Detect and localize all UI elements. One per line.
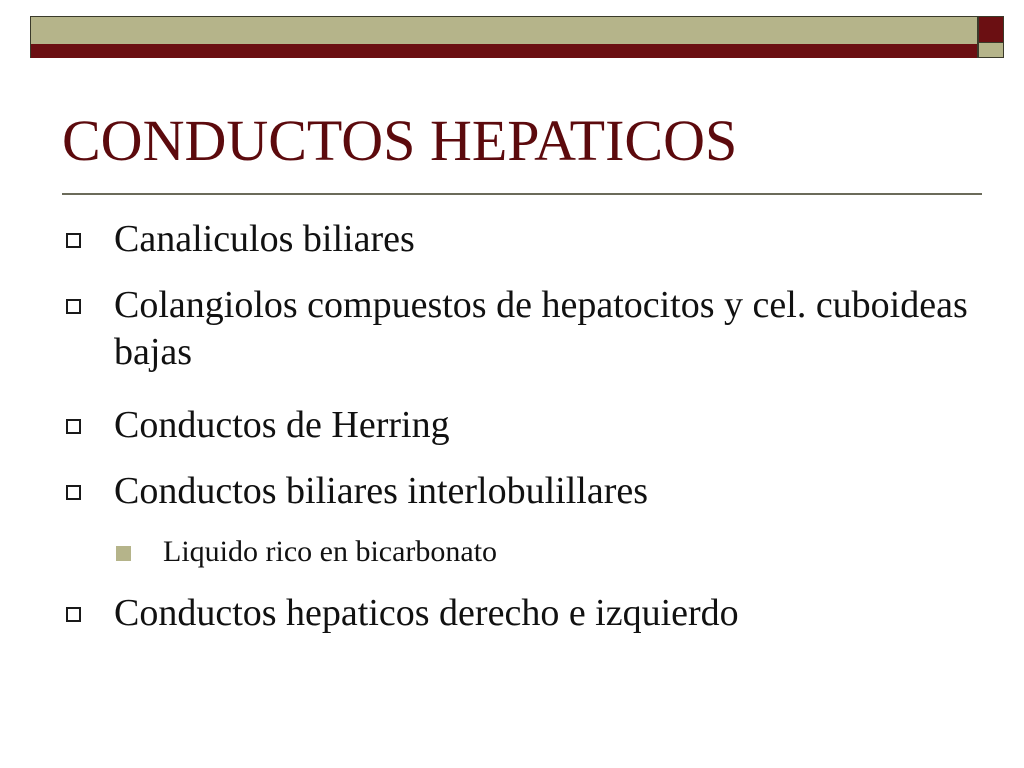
bullet-item	[64, 468, 974, 515]
bullet-text: Conductos biliares interlobulillares	[114, 470, 649, 512]
corner-olive-block	[978, 42, 1004, 58]
slide-title: CONDUCTOS HEPATICOS	[62, 108, 738, 173]
sub-bullet-item	[64, 534, 923, 570]
hollow-square-bullet-icon	[66, 233, 81, 248]
title-underline	[62, 193, 982, 195]
bullet-text: Canaliculos biliares	[114, 218, 415, 260]
bullet-item	[64, 590, 974, 637]
hollow-square-bullet-icon	[66, 419, 81, 434]
bullet-text: Conductos de Herring	[114, 404, 450, 446]
bullet-text: Conductos hepaticos derecho e izquierdo	[114, 592, 739, 634]
bullet-item	[64, 282, 974, 376]
banner-maroon-band	[31, 44, 977, 58]
hollow-square-bullet-icon	[66, 607, 81, 622]
sub-bullet-text: Liquido rico en bicarbonato	[163, 535, 498, 568]
top-banner	[30, 16, 978, 58]
bullet-text: Colangiolos compuestos de hepatocitos y cel. cuboideas bajas	[114, 284, 968, 373]
corner-maroon-block	[978, 16, 1004, 43]
banner-olive-band	[31, 17, 977, 44]
filled-square-bullet-icon	[116, 546, 131, 561]
bullet-item	[64, 216, 974, 263]
bullet-item	[64, 402, 974, 449]
hollow-square-bullet-icon	[66, 299, 81, 314]
hollow-square-bullet-icon	[66, 485, 81, 500]
